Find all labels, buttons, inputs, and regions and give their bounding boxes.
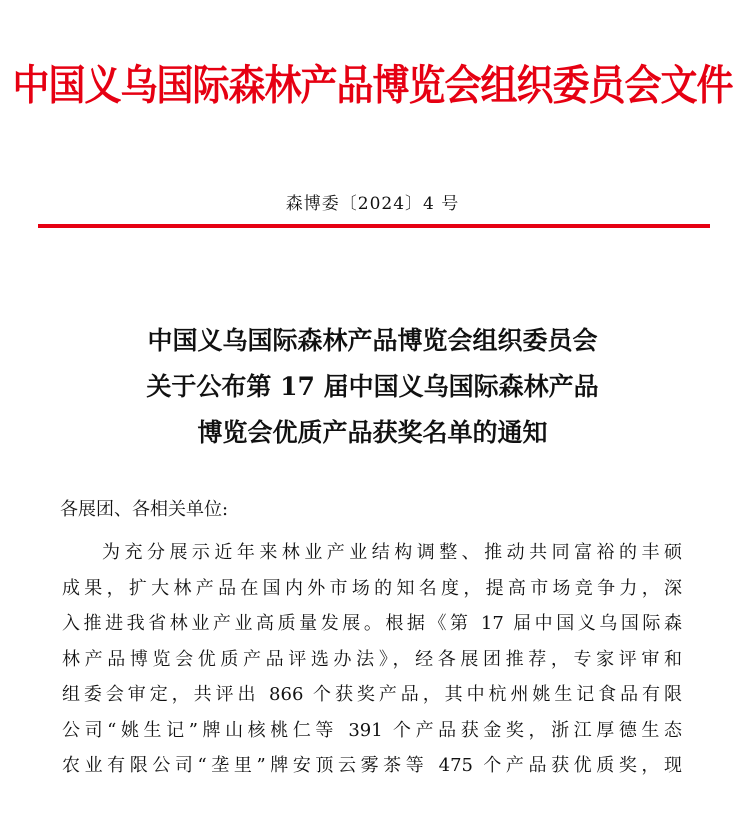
- document-number: 森博委〔2024〕4 号: [285, 194, 460, 214]
- body-line: 公司“姚生记”牌山核桃仁等 391 个产品获金奖，浙江厚德生态: [62, 719, 682, 741]
- title-line-1: 中国义乌国际森林产品博览会组织委员会: [147, 326, 598, 355]
- body-line: 成果，扩大林产品在国内外市场的知名度，提高市场竞争力，深: [62, 577, 682, 599]
- notice-body: [62, 535, 682, 784]
- title-line-3: 博览会优质产品获奖名单的通知: [197, 418, 548, 447]
- body-line: 组委会审定，共评出 866 个获奖产品，其中杭州姚生记食品有限: [62, 684, 682, 705]
- issuer-masthead: 中国义乌国际森林产品博览会组织委员会文件: [12, 61, 733, 110]
- body-line: 农业有限公司“垄里”牌安顶云雾茶等 475 个产品获优质奖，现: [62, 755, 682, 776]
- body-line: 林产品博览会优质产品评选办法》，经各展团推荐，专家评审和: [62, 648, 682, 670]
- notice-title: [0, 318, 745, 456]
- body-line: 为充分展示近年来林业产业结构调整、推动共同富裕的丰硕: [102, 542, 682, 563]
- salutation: 各展团、各相关单位:: [60, 499, 229, 520]
- red-divider-line: [38, 224, 710, 228]
- title-line-2: 关于公布第 17 届中国义乌国际森林产品: [146, 372, 599, 401]
- body-line: 入推进我省林业产业高质量发展。根据《第 17 届中国义乌国际森: [62, 613, 682, 634]
